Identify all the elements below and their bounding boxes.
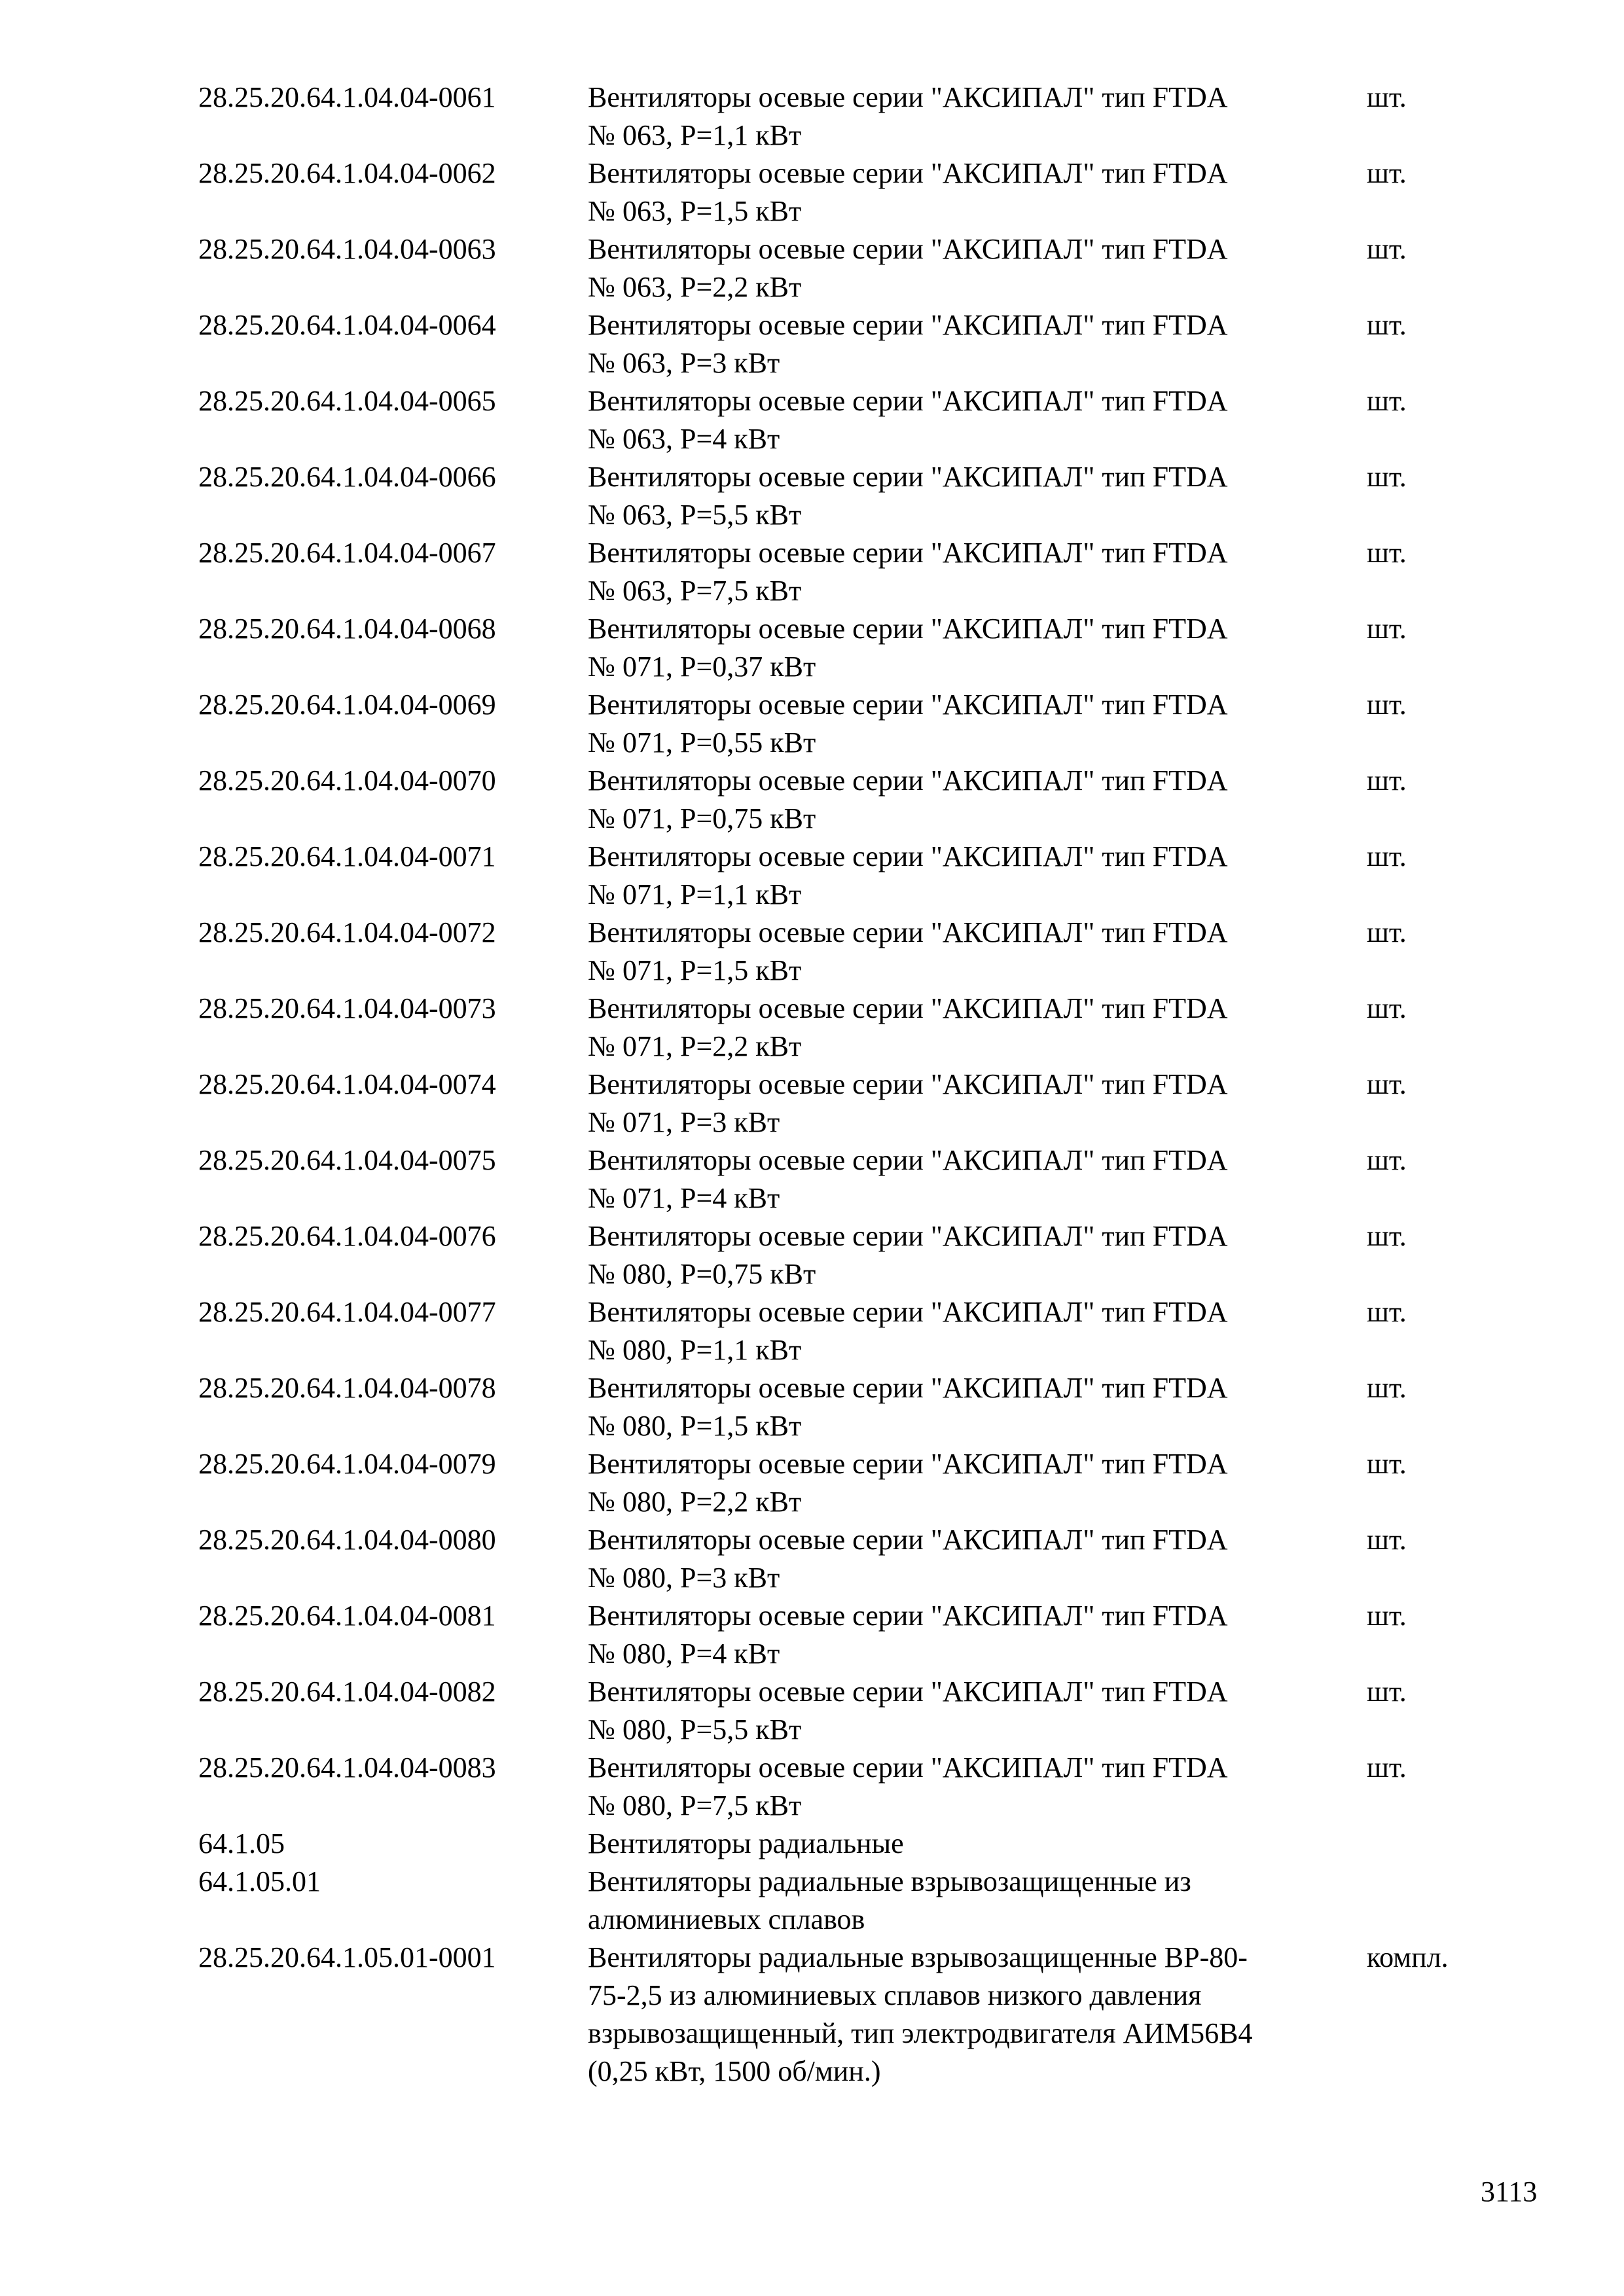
item-unit: шт. — [1367, 1751, 1407, 1784]
item-name: Вентиляторы осевые серии "АКСИПАЛ" тип FTDA № 080, P=5,5 кВт — [588, 1676, 1228, 1746]
table-row — [0, 154, 1624, 230]
item-code: 28.25.20.64.1.04.04-0083 — [198, 1751, 496, 1784]
item-name: Вентиляторы осевые серии "АКСИПАЛ" тип FTDA № 063, P=2,2 кВт — [588, 233, 1228, 303]
item-unit: компл. — [1367, 1941, 1449, 1973]
item-code: 28.25.20.64.1.04.04-0082 — [198, 1676, 496, 1708]
item-name: Вентиляторы осевые серии "АКСИПАЛ" тип FTDA № 080, P=1,5 кВт — [588, 1372, 1228, 1442]
item-name: Вентиляторы осевые серии "АКСИПАЛ" тип FTDA № 063, P=5,5 кВт — [588, 461, 1228, 531]
item-code: 28.25.20.64.1.04.04-0063 — [198, 233, 496, 265]
item-name: Вентиляторы радиальные — [588, 1827, 904, 1859]
page-number: 3113 — [1481, 2176, 1538, 2208]
item-name: Вентиляторы осевые серии "АКСИПАЛ" тип FTDA № 080, P=3 кВт — [588, 1524, 1228, 1594]
item-name: Вентиляторы осевые серии "АКСИПАЛ" тип FTDA № 080, P=2,2 кВт — [588, 1448, 1228, 1518]
table-row — [0, 1597, 1624, 1673]
item-unit: шт. — [1367, 309, 1407, 341]
item-code: 28.25.20.64.1.04.04-0070 — [198, 764, 496, 797]
item-code: 28.25.20.64.1.04.04-0069 — [198, 689, 496, 721]
item-code: 28.25.20.64.1.04.04-0061 — [198, 81, 496, 113]
item-name: Вентиляторы осевые серии "АКСИПАЛ" тип FTDA № 080, P=0,75 кВт — [588, 1220, 1228, 1290]
item-unit: шт. — [1367, 537, 1407, 569]
item-name: Вентиляторы радиальные взрывозащищенные из алюминиевых сплавов — [588, 1865, 1191, 1935]
table-row — [0, 762, 1624, 838]
item-code: 28.25.20.64.1.04.04-0072 — [198, 916, 496, 948]
item-unit: шт. — [1367, 157, 1407, 189]
item-unit: шт. — [1367, 1600, 1407, 1632]
item-code: 28.25.20.64.1.05.01-0001 — [198, 1941, 496, 1973]
table-row — [0, 838, 1624, 914]
table-row — [0, 686, 1624, 762]
item-name: Вентиляторы осевые серии "АКСИПАЛ" тип FTDA № 071, P=1,1 кВт — [588, 840, 1228, 910]
table-row — [0, 382, 1624, 458]
item-code: 28.25.20.64.1.04.04-0064 — [198, 309, 496, 341]
table-row — [0, 1521, 1624, 1597]
table-row — [0, 990, 1624, 1066]
item-unit: шт. — [1367, 1448, 1407, 1480]
item-unit: шт. — [1367, 916, 1407, 948]
table-row — [0, 1369, 1624, 1445]
item-code: 28.25.20.64.1.04.04-0067 — [198, 537, 496, 569]
item-unit: шт. — [1367, 233, 1407, 265]
item-code: 28.25.20.64.1.04.04-0076 — [198, 1220, 496, 1252]
item-unit: шт. — [1367, 1296, 1407, 1328]
table-row — [0, 1217, 1624, 1293]
item-code: 64.1.05 — [198, 1827, 285, 1859]
item-unit: шт. — [1367, 613, 1407, 645]
item-unit: шт. — [1367, 1220, 1407, 1252]
item-code: 28.25.20.64.1.04.04-0073 — [198, 992, 496, 1024]
item-name: Вентиляторы осевые серии "АКСИПАЛ" тип FTDA № 071, P=2,2 кВт — [588, 992, 1228, 1062]
item-code: 28.25.20.64.1.04.04-0062 — [198, 157, 496, 189]
table-row — [0, 230, 1624, 306]
item-code: 28.25.20.64.1.04.04-0080 — [198, 1524, 496, 1556]
item-unit: шт. — [1367, 1068, 1407, 1100]
item-code: 28.25.20.64.1.04.04-0066 — [198, 461, 496, 493]
table-row — [0, 914, 1624, 990]
table-row — [0, 1141, 1624, 1217]
table-row — [0, 79, 1624, 154]
item-name: Вентиляторы осевые серии "АКСИПАЛ" тип FTDA № 063, P=7,5 кВт — [588, 537, 1228, 607]
item-code: 28.25.20.64.1.04.04-0074 — [198, 1068, 496, 1100]
item-code: 28.25.20.64.1.04.04-0071 — [198, 840, 496, 872]
table-row — [0, 1673, 1624, 1749]
item-unit: шт. — [1367, 461, 1407, 493]
table-row — [0, 1066, 1624, 1141]
item-code: 28.25.20.64.1.04.04-0079 — [198, 1448, 496, 1480]
table-row — [0, 458, 1624, 534]
item-name: Вентиляторы осевые серии "АКСИПАЛ" тип FTDA № 063, P=3 кВт — [588, 309, 1228, 379]
item-name: Вентиляторы осевые серии "АКСИПАЛ" тип FTDA № 071, P=4 кВт — [588, 1144, 1228, 1214]
item-name: Вентиляторы осевые серии "АКСИПАЛ" тип FTDA № 080, P=7,5 кВт — [588, 1751, 1228, 1821]
table-row — [0, 534, 1624, 610]
item-unit: шт. — [1367, 385, 1407, 417]
table-row — [0, 610, 1624, 686]
item-code: 28.25.20.64.1.04.04-0081 — [198, 1600, 496, 1632]
price-list-table — [0, 79, 1624, 2090]
table-row — [0, 306, 1624, 382]
item-name: Вентиляторы осевые серии "АКСИПАЛ" тип FTDA № 063, P=4 кВт — [588, 385, 1228, 455]
item-name: Вентиляторы осевые серии "АКСИПАЛ" тип FTDA № 080, P=1,1 кВт — [588, 1296, 1228, 1366]
item-name: Вентиляторы осевые серии "АКСИПАЛ" тип FTDA № 071, P=0,55 кВт — [588, 689, 1228, 759]
item-name: Вентиляторы радиальные взрывозащищенные ВР-80- 75-2,5 из алюминиевых сплавов низкого давления взрывозащищенный, тип электродвигателя АИМ56В4 (0,25 кВт, 1500 об/мин.) — [588, 1941, 1253, 2087]
item-code: 28.25.20.64.1.04.04-0068 — [198, 613, 496, 645]
item-code: 28.25.20.64.1.04.04-0077 — [198, 1296, 496, 1328]
table-row — [0, 1939, 1624, 2090]
table-row — [0, 1293, 1624, 1369]
item-unit: шт. — [1367, 840, 1407, 872]
item-unit: шт. — [1367, 1144, 1407, 1176]
item-name: Вентиляторы осевые серии "АКСИПАЛ" тип FTDA № 071, P=0,75 кВт — [588, 764, 1228, 834]
item-code: 28.25.20.64.1.04.04-0065 — [198, 385, 496, 417]
item-unit: шт. — [1367, 689, 1407, 721]
table-row — [0, 1863, 1624, 1939]
item-name: Вентиляторы осевые серии "АКСИПАЛ" тип FTDA № 063, P=1,5 кВт — [588, 157, 1228, 227]
item-name: Вентиляторы осевые серии "АКСИПАЛ" тип FTDA № 071, P=3 кВт — [588, 1068, 1228, 1138]
item-code: 28.25.20.64.1.04.04-0078 — [198, 1372, 496, 1404]
table-row — [0, 1445, 1624, 1521]
item-unit: шт. — [1367, 1676, 1407, 1708]
item-name: Вентиляторы осевые серии "АКСИПАЛ" тип FTDA № 071, P=1,5 кВт — [588, 916, 1228, 986]
item-name: Вентиляторы осевые серии "АКСИПАЛ" тип FTDA № 080, P=4 кВт — [588, 1600, 1228, 1670]
item-unit: шт. — [1367, 764, 1407, 797]
item-name: Вентиляторы осевые серии "АКСИПАЛ" тип FTDA № 071, P=0,37 кВт — [588, 613, 1228, 683]
item-unit: шт. — [1367, 81, 1407, 113]
item-code: 64.1.05.01 — [198, 1865, 321, 1897]
table-row — [0, 1825, 1624, 1863]
item-code: 28.25.20.64.1.04.04-0075 — [198, 1144, 496, 1176]
item-name: Вентиляторы осевые серии "АКСИПАЛ" тип FTDA № 063, P=1,1 кВт — [588, 81, 1228, 151]
item-unit: шт. — [1367, 1372, 1407, 1404]
item-unit: шт. — [1367, 992, 1407, 1024]
item-unit: шт. — [1367, 1524, 1407, 1556]
table-row — [0, 1749, 1624, 1825]
